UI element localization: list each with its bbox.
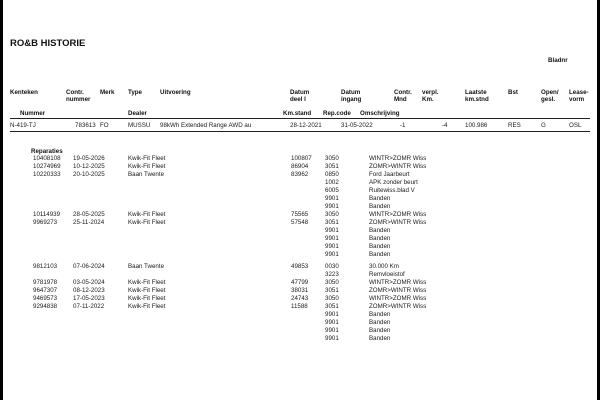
vehicle-open-gesl: G: [541, 122, 546, 129]
col-rep-code: Rep.code: [323, 110, 351, 117]
vehicle-contr-mnd: -1: [400, 122, 406, 129]
col-uitvoering: Uitvoering: [160, 89, 191, 96]
col-nummer: Nummer: [20, 110, 46, 117]
col-laatste-km: Laatste km.stnd: [465, 89, 489, 103]
col-verpl-km: verpl. Km.: [422, 89, 439, 103]
col-dealer: Dealer: [128, 110, 147, 117]
vehicle-type: MUSSU: [128, 122, 151, 129]
col-bst: Bst: [508, 89, 518, 96]
vehicle-verpl-km: -4: [442, 122, 448, 129]
col-datum-deel: Datum deel I: [290, 89, 310, 103]
vehicle-uitvoering: 98kWh Extended Range AWD au: [160, 122, 252, 129]
col-contract-number: Contr. nummer: [66, 89, 91, 103]
vehicle-datum-deel: 28-12-2021: [290, 122, 322, 129]
vehicle-lease-vorm: OSL: [569, 122, 582, 129]
document-page: RO&B HISTORIE Bladnr Kenteken Contr. nummer Merk Type Uitvoering Datum deel I Datum ingang Contr. Mnd verpl. Km. Laatste km.stnd Bst Open/ gesl. Lease- vorm Nummer Dealer Km.stand Rep.code Omschrijving N-419-TJ 783613 FO MUSSU 98kWh Extended Range AWD au 28-12-2021 31-05-2022 -1 -4 100.986 RES G OSL Reparaties 10408108 19-05-2026 Kwik-Fit Fleet 100807 3050 WINTR>ZOMR Wiss 10274969 10-12-2025 Kwik-Fit Fleet 86904 3051 ZOMR>WINTR Wiss 10220333 20-10-2025 Baan Twente 83962 0850 Ford Jaarbeurt 1002 APK zonder beurt 6005 Ruitewiss.blad V 9901 Banden 9901 Banden 10114939 28-05-2025 Kwik-Fit Fleet 75565 3050 WINTR>ZOMR Wiss 9969273 25-11-2024 Kwik-Fit Fleet 57548 3051 ZOMR>WINTR Wiss 9901 Banden 9901 Banden 9901 Banden 9901 Banden 9812103 07-06-2024 Baan Twente 49853 0030 30.000 Km 3223 Remvloeistof 9781978 03-05-2024 Kwik-Fit Fleet 47799 3050 WINTR>ZOMR Wiss 9647307 08-12-2023 Kwik-Fit Fleet 38031 3051 ZOMR>WINTR Wiss 9469573 17-05-2023 Kwik-Fit Fleet 24743 3050 WINTR>ZOMR Wiss 9294838 07-11-2022 Kwik-Fit Fleet 11588 3051 ZOMR>WINTR Wiss 9901 Banden 9901 Banden 9901 Banden 9901 Banden: [3, 0, 597, 400]
col-km-stand: Km.stand: [283, 110, 312, 117]
page-title: RO&B HISTORIE: [10, 38, 86, 49]
col-lease-vorm: Lease- vorm: [569, 89, 589, 103]
repairs-section-label: Reparaties: [31, 148, 63, 155]
col-kenteken: Kenteken: [10, 89, 38, 96]
col-datum-ingang: Datum ingang: [341, 89, 362, 103]
col-contract-mnd: Contr. Mnd: [394, 89, 412, 103]
col-omschrijving: Omschrijving: [360, 110, 400, 117]
col-open-gesl: Open/ gesl.: [541, 89, 559, 103]
vehicle-datum-ingang: 31-05-2022: [341, 122, 373, 129]
vehicle-kenteken: N-419-TJ: [10, 122, 36, 129]
vehicle-merk: FO: [100, 122, 109, 129]
page-number-label: Bladnr: [548, 57, 568, 64]
vehicle-laatste-km: 100.986: [465, 122, 488, 129]
vehicle-bst: RES: [508, 122, 521, 129]
vehicle-contract: 783613: [75, 122, 96, 129]
vehicle-divider: [10, 131, 590, 132]
col-type: Type: [128, 89, 142, 96]
col-merk: Merk: [100, 89, 115, 96]
header-divider: [10, 118, 590, 119]
